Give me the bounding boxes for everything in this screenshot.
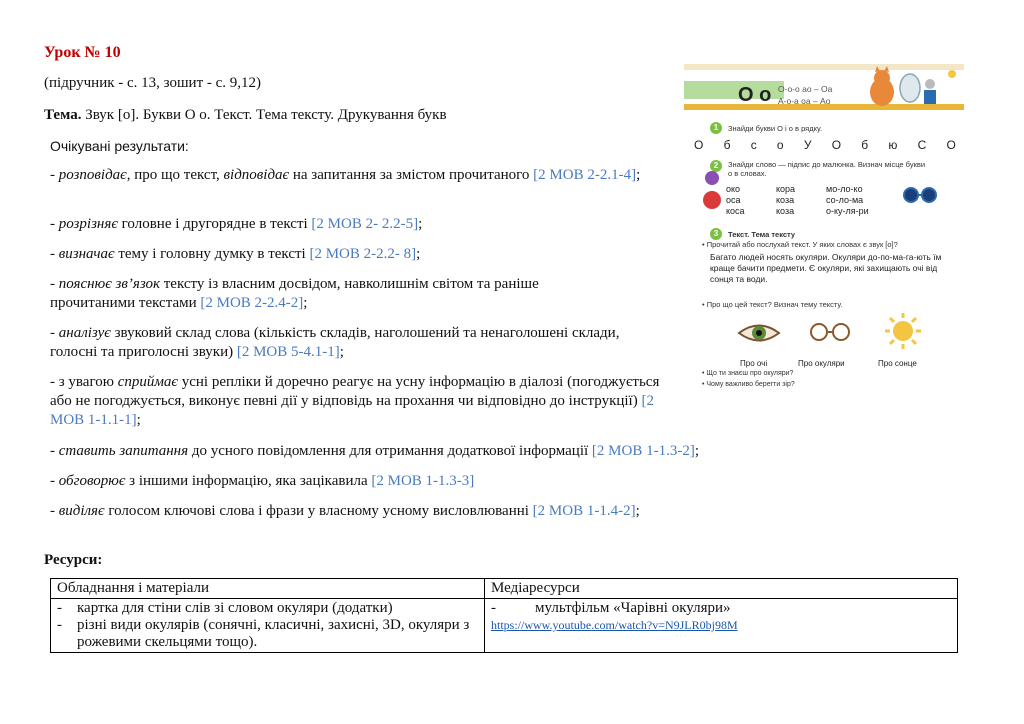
- sun-icon: [884, 312, 922, 350]
- outcome-ref: [2 МОВ 5-4.1-1]: [236, 344, 340, 360]
- reading-text: Багато людей носять окуляри. Окуляри до-по-ма-га-ють їм краще бачити предмети. Є окуляри, які захищають очі від сонця та води.: [710, 252, 942, 284]
- task-text: Текст. Тема тексту: [728, 230, 796, 239]
- outcome-ref: [2 МОВ 2-2.4-2]: [200, 295, 304, 311]
- table-row: [51, 599, 958, 653]
- image-caption: Про очі: [740, 359, 768, 368]
- task-question: • Прочитай або послухай текст. У яких словах є звук [о]?: [702, 240, 898, 249]
- glasses-icon: [902, 186, 938, 204]
- resources-table: [50, 578, 958, 653]
- media-cell: [485, 599, 958, 653]
- eye-icon: [736, 318, 782, 348]
- table-header: Обладнання і матеріали: [51, 579, 485, 599]
- outcome-item: - з увагою сприймає усні репліки й доречно реагує на усну інформацію в діалозі (погоджується або не погоджується, виконує певні дії у відповідь на прохання чи відповідно до інструкції) [2 МОВ 1-1.1-1];: [50, 374, 660, 428]
- outcome-item: - визначає тему і головну думку в тексті [2 МОВ 2-2.2- 8];: [50, 246, 421, 262]
- outcome-item: - виділяє голосом ключові слова і фрази у власному усному висловлюванні [2 МОВ 1-1.4-2];: [50, 503, 640, 519]
- glasses-icon: [808, 320, 852, 344]
- outcome-item: - пояснює зв’язок тексту із власним досвідом, навколишнім світом та раніше прочитаними текстами [2 МОВ 2-2.4-2];: [50, 276, 539, 311]
- outcome-item: - розрізняє головне і другорядне в тексті [2 МОВ 2- 2.2-5];: [50, 216, 423, 232]
- outcome-ref: [2 МОВ 2- 2.2-5]: [311, 216, 419, 232]
- outcome-item: - розповідає, про що текст, відповідає на запитання за змістом прочитаного [2 МОВ 2-2.1-4];: [50, 167, 641, 183]
- textbook-header: [684, 64, 964, 110]
- outcome-ref: [2 МОВ 2-2.1-4]: [533, 167, 637, 183]
- task-question: • Чому важливо берегти зір?: [702, 381, 795, 388]
- outcome-ref: [2 МОВ 1-1.1-1]: [50, 393, 654, 428]
- outcome-item: - аналізує звуковий склад слова (кількість складів, наголошений та ненаголошені склади, голосні та приголосні звуки) [2 МОВ 5-4.1-1];: [50, 325, 620, 360]
- task-question: • Що ти знаєш про окуляри?: [702, 370, 794, 377]
- list-item: - різні види окулярів (сонячні, класичні, захисні, 3D, окуляри з рожевими скельцями тощо).: [57, 617, 470, 650]
- lesson-title: Урок № 10: [44, 44, 121, 61]
- image-caption: Про сонце: [878, 359, 917, 368]
- equipment-cell: [51, 599, 485, 653]
- letter-title: О о: [738, 84, 772, 106]
- task-number: 2: [710, 160, 722, 172]
- task-text: Знайди букви О і о в рядку.: [728, 124, 823, 133]
- table-header: Медіаресурси: [485, 579, 958, 599]
- flower-icon: [700, 168, 724, 212]
- list-item: - мультфільм «Чарівні окуляри»: [491, 600, 731, 616]
- syllables: А-о-а оа – Ао: [778, 96, 831, 106]
- cat-mouse-illustration-icon: [864, 66, 959, 108]
- topic-label: Тема.: [44, 107, 82, 123]
- outcome-ref: [2 МОВ 1-1.3-2]: [591, 443, 695, 459]
- media-link[interactable]: https://www.youtube.com/watch?v=N9JLR0bj98M: [491, 618, 738, 632]
- outcome-ref: [2 МОВ 1-1.4-2]: [532, 503, 636, 519]
- topic-line: [44, 107, 447, 124]
- resources-heading: Ресурси:: [44, 552, 103, 568]
- outcomes-heading: Очікувані результати:: [50, 138, 189, 154]
- outcome-item: - ставить запитання до усного повідомлення для отримання додаткової інформації [2 МОВ 1-1.3-2];: [50, 443, 699, 459]
- letter-row: О б с о У О б ю С О: [694, 138, 956, 152]
- textbook-page-image: [684, 64, 964, 410]
- task-number: 1: [710, 122, 722, 134]
- refs-line: (підручник - с. 13, зошит - с. 9,12): [44, 75, 262, 91]
- task-question: • Про що цей текст? Визнач тему тексту.: [702, 300, 843, 309]
- syllables: О-о-о ао – Оа: [778, 84, 833, 94]
- outcome-ref: [2 МОВ 2-2.2- 8]: [309, 246, 417, 262]
- list-item: - картка для стіни слів зі словом окуляри (додатки): [57, 600, 393, 616]
- outcome-item: - обговорює з іншими інформацію, яка зацікавила [2 МОВ 1-1.3-3]: [50, 473, 475, 489]
- outcome-ref: [2 МОВ 1-1.3-3]: [371, 473, 475, 489]
- table-header-row: [51, 579, 958, 599]
- word-grid: око кора мо-ло-ко оса коза со-ло-ма коса коза о-ку-ля-ри: [726, 184, 869, 216]
- task-number: 3: [710, 228, 722, 240]
- image-caption: Про окуляри: [798, 359, 845, 368]
- task-text: Знайди слово — підпис до малюнка. Визнач місце букви о в словах.: [728, 160, 926, 178]
- topic-text: Звук [о]. Букви О о. Текст. Тема тексту. Друкування букв: [81, 107, 447, 123]
